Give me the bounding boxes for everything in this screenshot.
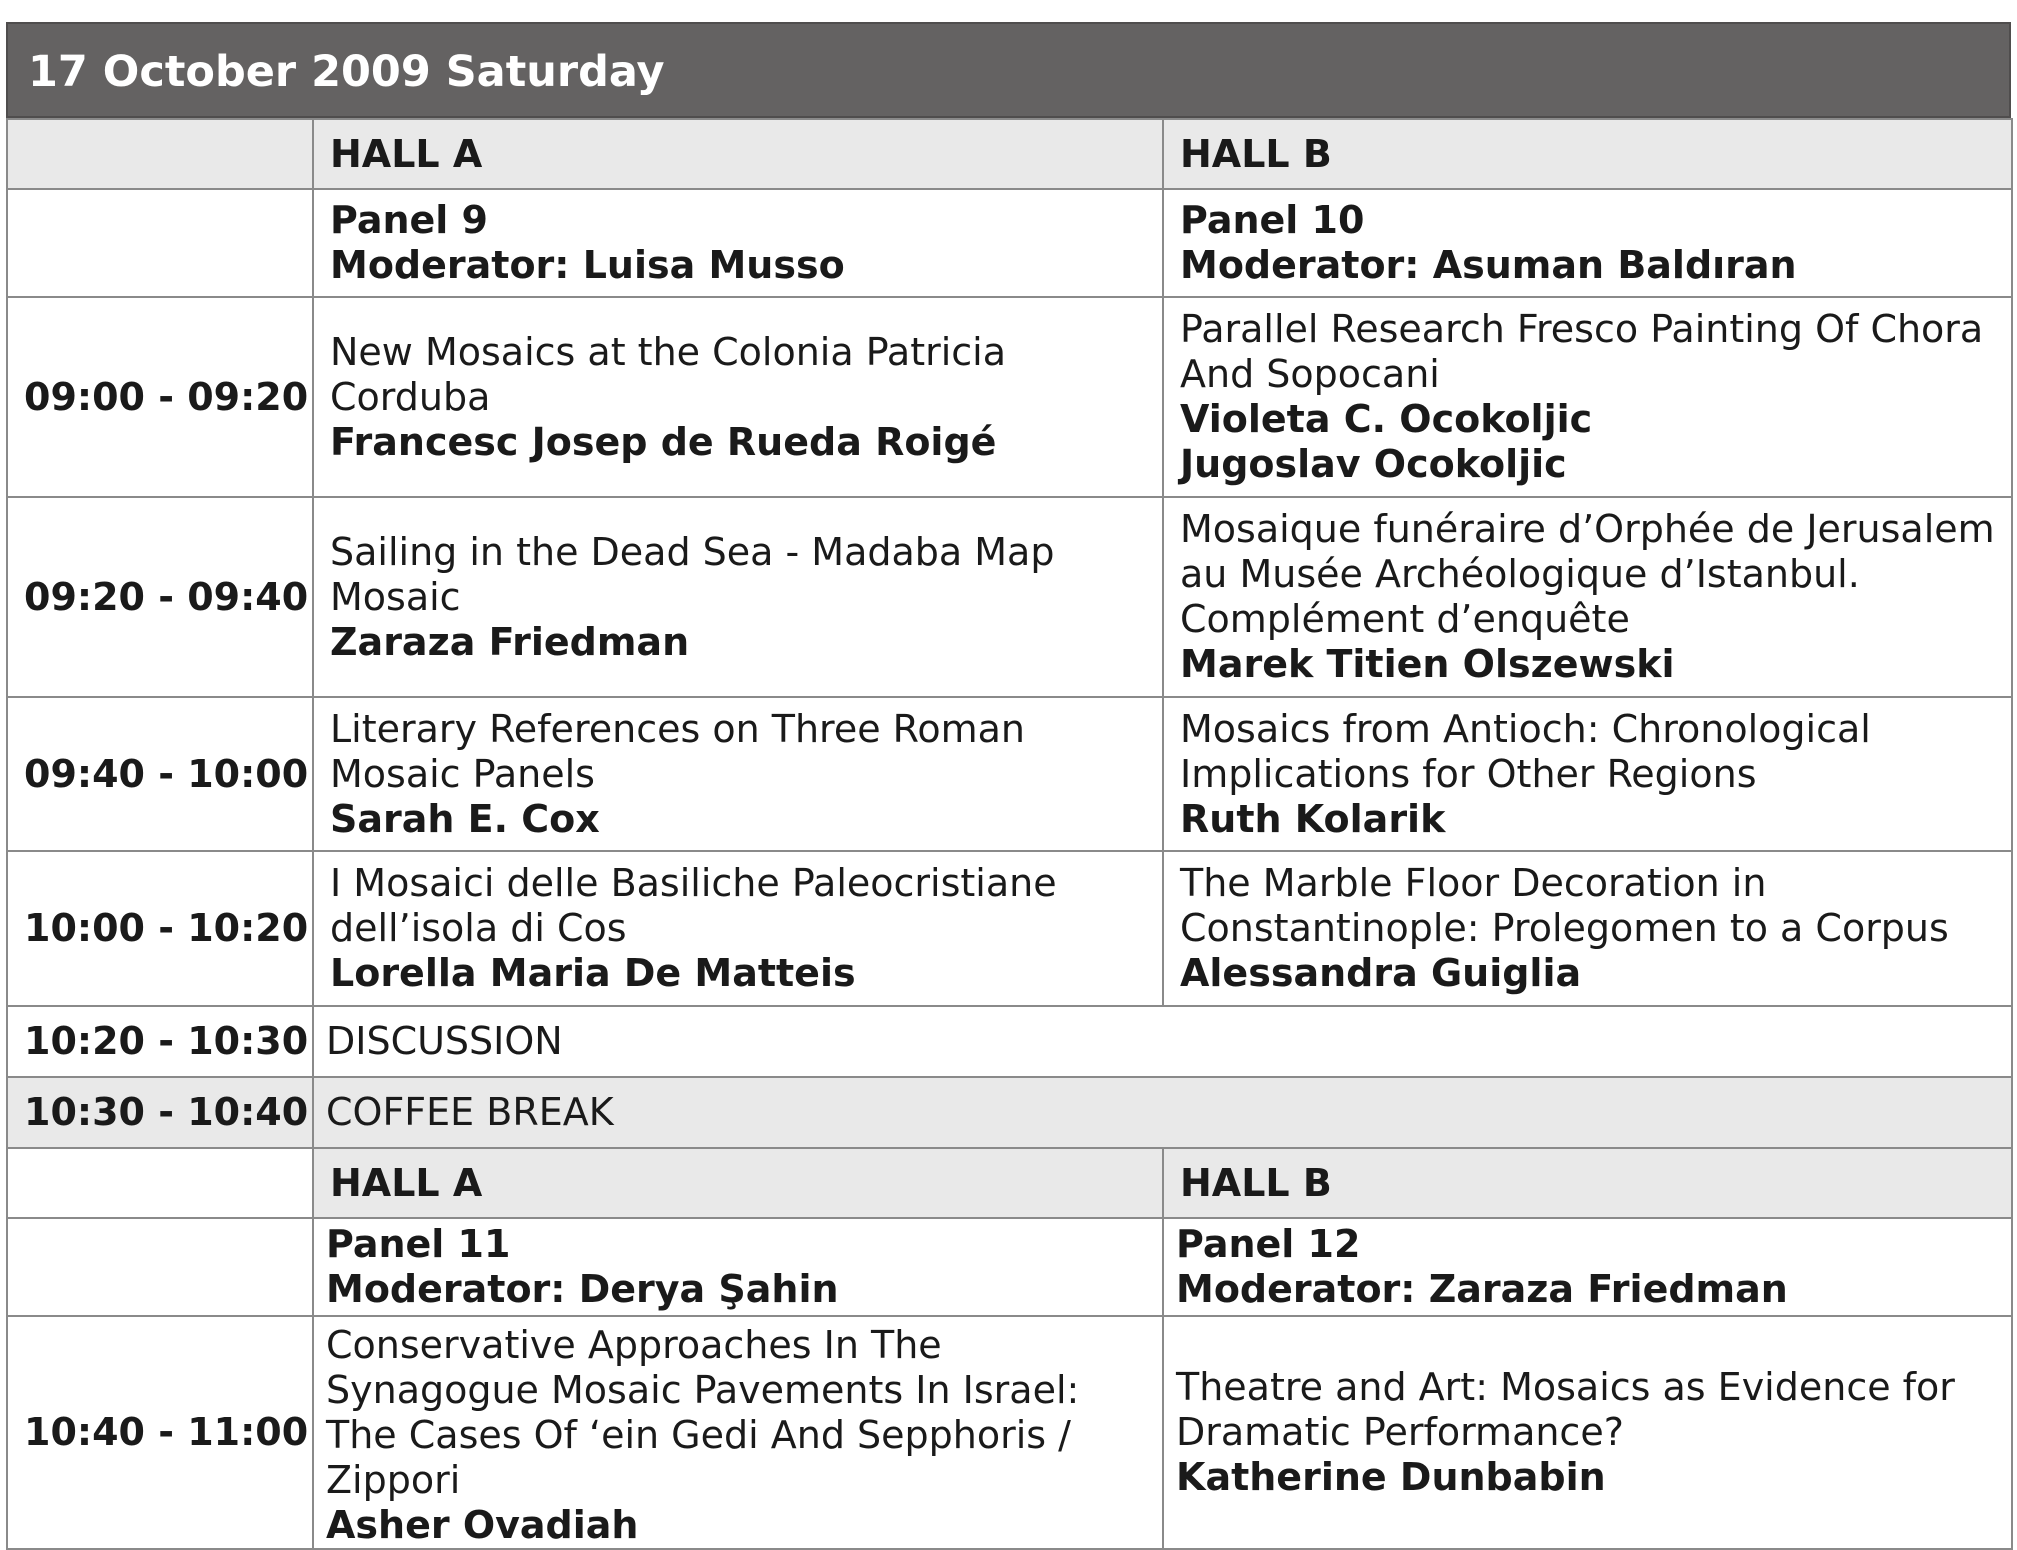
hall-a-label: HALL A (313, 1148, 1163, 1218)
slot-time: 10:00 - 10:20 (7, 851, 313, 1006)
hall-a-talk (313, 697, 1163, 851)
panel-name: Panel 12 (1176, 1222, 1361, 1266)
time-slot-row (7, 851, 2012, 1006)
talk-title: New Mosaics at the Colonia Patricia Corduba (330, 329, 1007, 419)
talk-author: Ruth Kolarik (1180, 796, 1446, 841)
hall-b-talk (1163, 497, 2012, 697)
slot-time: 09:00 - 09:20 (7, 297, 313, 497)
talk-author: Marek Titien Olszewski (1180, 642, 1675, 686)
talk-author: Alessandra Guiglia (1180, 951, 1582, 995)
slot-time: 10:30 - 10:40 (7, 1077, 313, 1148)
talk-author: Katherine Dunbabin (1176, 1455, 1606, 1499)
empty-time-cell (7, 119, 313, 189)
hall-b-talk (1163, 297, 2012, 497)
talk-author: Sarah E. Cox (330, 796, 600, 841)
panel-name: Panel 9 (330, 198, 488, 242)
time-slot-row (7, 1316, 2012, 1549)
empty-time-cell (7, 1148, 313, 1218)
coffee-break-row (7, 1077, 2012, 1148)
schedule-table (6, 118, 2013, 1550)
talk-author: Francesc Josep de Rueda Roigé (330, 419, 997, 464)
panel-moderator: Moderator: Derya Şahin (326, 1267, 839, 1311)
talk-title: Conservative Approaches In The Synagogue Mosaic Pavements In Israel: The Cases Of ‘ein Gedi And Sepphoris / Zippori (326, 1323, 1080, 1502)
discussion-row (7, 1006, 2012, 1077)
hall-b-label: HALL B (1163, 1148, 2012, 1218)
panel-b-cell (1163, 1218, 2012, 1316)
discussion-label: DISCUSSION (313, 1006, 2012, 1077)
talk-author: Asher Ovadiah (326, 1503, 639, 1547)
hall-header-row (7, 119, 2012, 189)
talk-title: Parallel Research Fresco Painting Of Chora And Sopocani (1180, 307, 1984, 396)
panel-name: Panel 10 (1180, 198, 1365, 242)
hall-a-talk (313, 851, 1163, 1006)
panel-row (7, 1218, 2012, 1316)
empty-time-cell (7, 1218, 313, 1316)
panel-moderator: Moderator: Asuman Baldıran (1180, 243, 1797, 287)
talk-author: Lorella Maria De Matteis (330, 951, 856, 995)
panel-a-cell (313, 1218, 1163, 1316)
talk-title: Literary References on Three Roman Mosaic Panels (330, 706, 1026, 796)
talk-title: Sailing in the Dead Sea - Madaba Map Mosaic (330, 529, 1055, 619)
hall-a-talk (313, 297, 1163, 497)
panel-moderator: Moderator: Luisa Musso (330, 243, 845, 287)
panel-name: Panel 11 (326, 1222, 511, 1266)
talk-author: Jugoslav Ocokoljic (1180, 442, 1567, 486)
empty-time-cell (7, 189, 313, 297)
talk-author: Zaraza Friedman (330, 619, 690, 664)
day-title: 17 October 2009 Saturday (6, 22, 2011, 118)
panel-b-cell (1163, 189, 2012, 297)
schedule-sheet (6, 22, 2011, 1550)
slot-time: 10:40 - 11:00 (7, 1316, 313, 1549)
time-slot-row (7, 497, 2012, 697)
hall-b-label: HALL B (1163, 119, 2012, 189)
time-slot-row (7, 697, 2012, 851)
slot-time: 09:40 - 10:00 (7, 697, 313, 851)
talk-title: Mosaique funéraire d’Orphée de Jerusalem au Musée Archéologique d’Istanbul. Complément d’enquête (1180, 507, 1995, 641)
hall-b-talk (1163, 1316, 2012, 1549)
hall-a-talk (313, 1316, 1163, 1549)
panel-row (7, 189, 2012, 297)
hall-header-row (7, 1148, 2012, 1218)
hall-b-talk (1163, 697, 2012, 851)
panel-a-cell (313, 189, 1163, 297)
hall-a-label: HALL A (313, 119, 1163, 189)
talk-author: Violeta C. Ocokoljic (1180, 397, 1593, 441)
talk-title: The Marble Floor Decoration in Constantinople: Prolegomen to a Corpus (1180, 861, 1949, 950)
slot-time: 10:20 - 10:30 (7, 1006, 313, 1077)
hall-a-talk (313, 497, 1163, 697)
talk-title: I Mosaici delle Basiliche Paleocristiane dell’isola di Cos (330, 861, 1057, 950)
talk-title: Theatre and Art: Mosaics as Evidence for Dramatic Performance? (1176, 1365, 1955, 1454)
talk-title: Mosaics from Antioch: Chronological Implications for Other Regions (1180, 706, 1871, 796)
hall-b-talk (1163, 851, 2012, 1006)
time-slot-row (7, 297, 2012, 497)
panel-moderator: Moderator: Zaraza Friedman (1176, 1267, 1788, 1311)
slot-time: 09:20 - 09:40 (7, 497, 313, 697)
coffee-break-label: COFFEE BREAK (313, 1077, 2012, 1148)
